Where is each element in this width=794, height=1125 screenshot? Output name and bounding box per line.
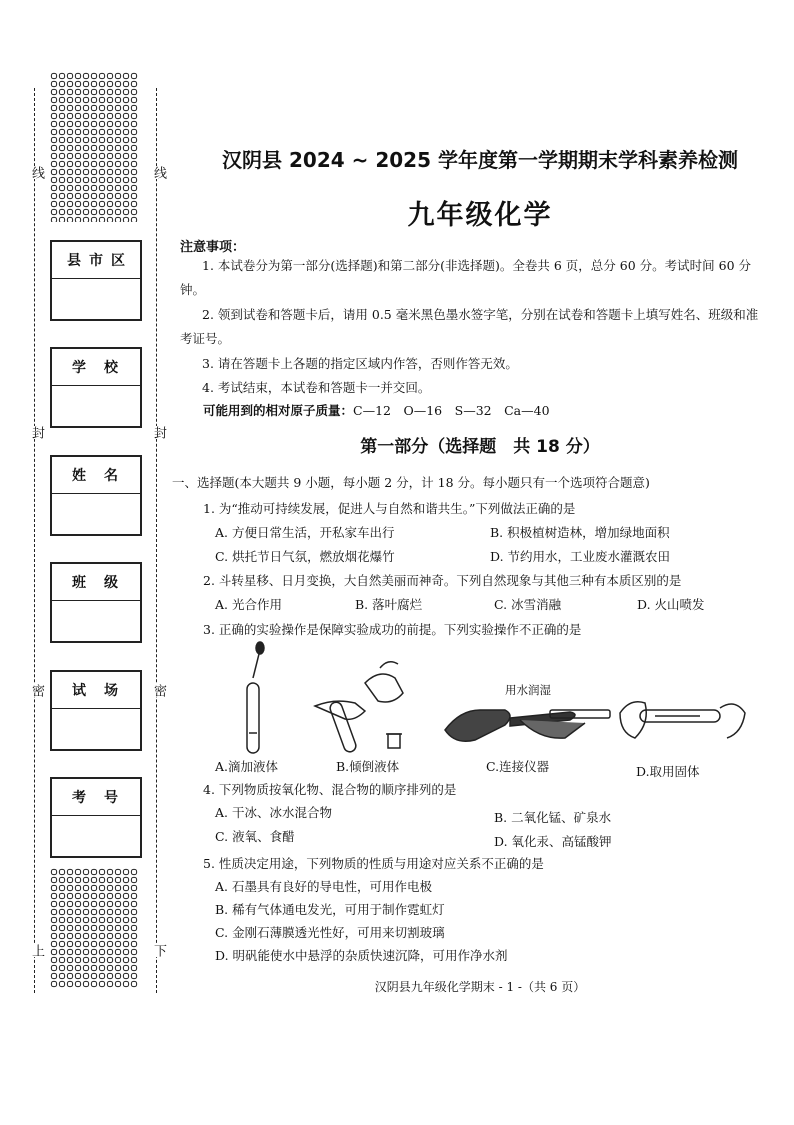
q3-option-c[interactable]: C.连接仪器 — [486, 759, 550, 774]
figure-d-solid-icon — [620, 702, 745, 738]
q2-option-b[interactable]: B. 落叶腐烂 — [355, 597, 423, 612]
exam-number-label: 考号 — [52, 779, 140, 816]
exam-room-field[interactable] — [52, 709, 140, 749]
county-label: 县市区 — [52, 242, 140, 279]
atomic-mass-label: 可能用到的相对原子质量： — [203, 403, 354, 418]
page-footer: 汉阴县九年级化学期末 - 1 -（共 6 页） — [374, 980, 586, 994]
dot-pattern-top — [50, 72, 138, 222]
question-4-stem: 4. 下列物质按氧化物、混合物的顺序排列的是 — [203, 782, 457, 797]
left-char-2: 封 — [29, 426, 44, 439]
exam-number-field[interactable] — [52, 816, 140, 856]
q4-option-d[interactable]: D. 氧化汞、高锰酸钾 — [494, 834, 612, 849]
q4-option-b[interactable]: B. 二氧化锰、矿泉水 — [494, 810, 612, 825]
note-item-3: 3. 请在答题卡上各题的指定区域内作答，否则作答无效。 — [202, 356, 518, 371]
right-char-4: 下 — [151, 944, 166, 957]
q2-option-c[interactable]: C. 冰雪消融 — [494, 597, 562, 612]
left-char-4: 上 — [29, 944, 44, 957]
note-item-4: 4. 考试结束，本试卷和答题卡一并交回。 — [202, 380, 431, 395]
right-char-2: 封 — [151, 426, 166, 439]
name-field[interactable] — [52, 494, 140, 534]
exam-number-box[interactable] — [50, 777, 142, 858]
figure-c-connecting-icon — [445, 710, 610, 741]
left-char-1: 线 — [29, 166, 44, 179]
q5-option-a[interactable]: A. 石墨具有良好的导电性，可用作电极 — [215, 879, 432, 894]
q3-option-d[interactable]: D.取用固体 — [636, 764, 700, 779]
notes-heading: 注意事项： — [180, 240, 246, 255]
figure-c-label: 用水润湿 — [505, 683, 551, 697]
q4-option-c[interactable]: C. 液氧、食醋 — [215, 829, 295, 844]
note-item-1: 1. 本试卷分为第一部分(选择题)和第二部分(非选择题)。全卷共 6 页，总分 60 分。考试时间 60 分钟。 — [180, 258, 752, 297]
q1-option-d[interactable]: D. 节约用水，工业废水灌溉农田 — [490, 549, 671, 564]
question-3-stem: 3. 正确的实验操作是保障实验成功的前提。下列实验操作不正确的是 — [203, 622, 582, 637]
q1-option-b[interactable]: B. 积极植树造林，增加绿地面积 — [490, 525, 670, 540]
question-1-stem: 1. 为“推动可持续发展，促进人与自然和谐共生。”下列做法正确的是 — [203, 501, 576, 516]
dot-pattern-bottom — [50, 868, 138, 988]
q2-option-a[interactable]: A. 光合作用 — [215, 597, 282, 612]
section-title: 第一部分（选择题 共 18 分） — [360, 437, 600, 457]
class-label: 班级 — [52, 564, 140, 601]
exam-room-box[interactable] — [50, 670, 142, 751]
q5-option-c[interactable]: C. 金刚石薄膜透光性好，可用来切割玻璃 — [215, 925, 445, 940]
q1-option-a[interactable]: A. 方便日常生活，开私家车出行 — [215, 525, 395, 540]
left-cut-line — [34, 88, 35, 993]
q3-option-b[interactable]: B.倾倒液体 — [336, 759, 400, 774]
q1-option-c[interactable]: C. 烘托节日气氛，燃放烟花爆竹 — [215, 549, 395, 564]
right-char-1: 线 — [151, 166, 166, 179]
q5-option-b[interactable]: B. 稀有气体通电发光，可用于制作霓虹灯 — [215, 902, 445, 917]
section-intro: 一、选择题(本大题共 9 小题，每小题 2 分，计 18 分。每小题只有一个选项符合题意) — [172, 475, 650, 490]
school-label: 学校 — [52, 349, 140, 386]
q3-figures — [200, 638, 770, 760]
class-box[interactable] — [50, 562, 142, 643]
q4-option-a[interactable]: A. 干冰、冰水混合物 — [215, 805, 332, 820]
figure-b-pouring-icon — [315, 662, 403, 754]
right-char-3: 密 — [151, 684, 166, 697]
school-field[interactable] — [52, 386, 140, 426]
county-field[interactable] — [52, 279, 140, 319]
question-2-stem: 2. 斗转星移、日月变换，大自然美丽而神奇。下列自然现象与其他三种有本质区别的是 — [203, 573, 682, 588]
county-box[interactable] — [50, 240, 142, 321]
left-char-3: 密 — [29, 684, 44, 697]
class-field[interactable] — [52, 601, 140, 641]
note-item-2: 2. 领到试卷和答题卡后，请用 0.5 毫米黑色墨水签字笔，分别在试卷和答题卡上填写姓名、班级和准考证号。 — [180, 307, 759, 346]
exam-room-label: 试场 — [52, 672, 140, 709]
school-box[interactable] — [50, 347, 142, 428]
exam-title: 汉阴县 2024 ~ 2025 学年度第一学期期末学科素养检测 — [222, 148, 738, 172]
q5-option-d[interactable]: D. 明矾能使水中悬浮的杂质快速沉降，可用作净水剂 — [215, 948, 508, 963]
name-box[interactable] — [50, 455, 142, 536]
atomic-mass-values: C—12 O—16 S—32 Ca—40 — [353, 403, 550, 418]
atomic-mass-line — [203, 401, 550, 419]
q2-option-d[interactable]: D. 火山喷发 — [637, 597, 705, 612]
exam-subject: 九年级化学 — [407, 200, 553, 231]
question-5-stem: 5. 性质决定用途，下列物质的性质与用途对应关系不正确的是 — [203, 856, 544, 871]
figure-a-dropper-icon — [247, 642, 264, 753]
q3-option-a[interactable]: A.滴加液体 — [215, 759, 279, 774]
right-cut-line — [156, 88, 157, 993]
name-label: 姓名 — [52, 457, 140, 494]
